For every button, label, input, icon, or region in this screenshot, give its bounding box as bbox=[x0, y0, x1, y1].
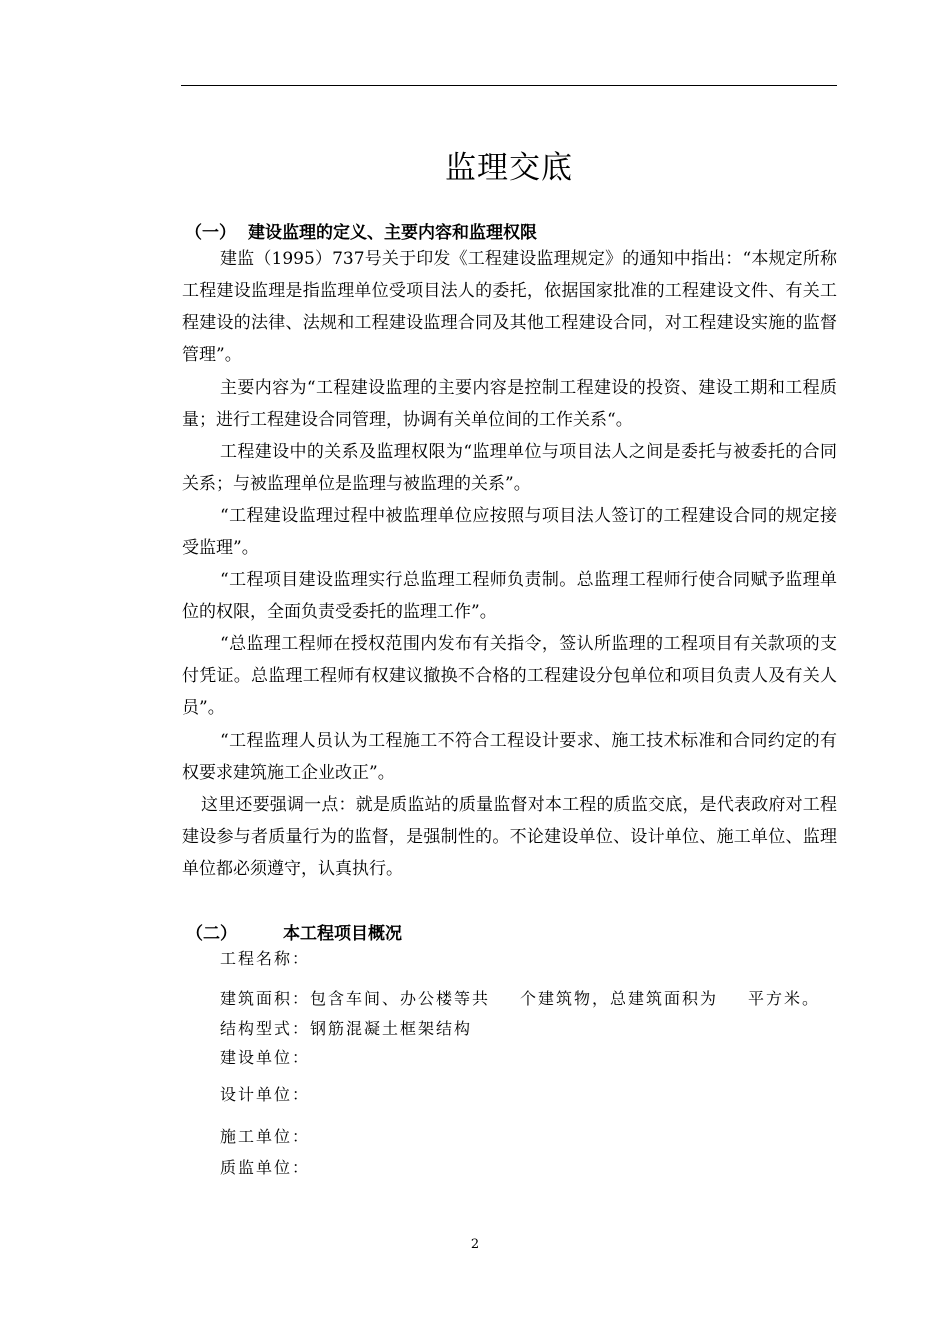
paragraph-5: “工程项目建设监理实行总监理工程师负责制。总监理工程师行使合同赋予监理单位的权限，全面负责受委托的监理工作”。 bbox=[182, 570, 837, 622]
building-area-part-3: 平方米。 bbox=[748, 989, 821, 1008]
document-title: 监理交底 bbox=[445, 150, 573, 186]
section-1-title: 建设监理的定义、主要内容和监理权限 bbox=[248, 223, 537, 243]
page-number: 2 bbox=[470, 1237, 480, 1252]
quality-supervision-unit-field: 质监单位： bbox=[220, 1158, 311, 1177]
paragraph-1: 建监（1995）737号关于印发《工程建设监理规定》的通知中指出：“本规定所称工程建设监理是指监理单位受项目法人的委托，依据国家批准的工程建设文件、有关工程建设的法律、法规和工程建设监理合同及其他工程建设合同，对工程建设实施的监督管理”。 bbox=[182, 249, 837, 365]
owner-unit-field: 建设单位： bbox=[220, 1048, 311, 1067]
section-2-title: 本工程项目概况 bbox=[283, 924, 402, 944]
header-rule bbox=[181, 85, 837, 86]
structure-type-field: 结构型式：钢筋混凝土框架结构 bbox=[220, 1019, 473, 1038]
building-area-part-2: 个建筑物，总建筑面积为 bbox=[520, 989, 719, 1008]
section-1-number: （一） bbox=[185, 223, 236, 243]
section-2-number: （二） bbox=[186, 924, 237, 944]
section-2-heading bbox=[186, 919, 402, 944]
paragraph-3: 工程建设中的关系及监理权限为“监理单位与项目法人之间是委托与被委托的合同关系；与被监理单位是监理与被监理的关系”。 bbox=[182, 442, 837, 494]
building-area-field bbox=[220, 986, 820, 1009]
paragraph-8: 这里还要强调一点：就是质监站的质量监督对本工程的质监交底，是代表政府对工程建设参与者质量行为的监督，是强制性的。不论建设单位、设计单位、施工单位、监理单位都必须遵守，认真执行。 bbox=[182, 795, 837, 879]
paragraph-7: “工程监理人员认为工程施工不符合工程设计要求、施工技术标准和合同约定的有权要求建筑施工企业改正”。 bbox=[182, 731, 837, 783]
paragraph-2: 主要内容为“工程建设监理的主要内容是控制工程建设的投资、建设工期和工程质量；进行工程建设合同管理，协调有关单位间的工作关系“。 bbox=[182, 378, 837, 430]
section-1-heading bbox=[185, 218, 537, 243]
building-area-part-1: 建筑面积：包含车间、办公楼等共 bbox=[220, 989, 491, 1008]
paragraph-6: “总监理工程师在授权范围内发布有关指令，签认所监理的工程项目有关款项的支付凭证。总监理工程师有权建议撤换不合格的工程建设分包单位和项目负责人及有关人员”。 bbox=[182, 634, 837, 718]
design-unit-field: 设计单位： bbox=[220, 1085, 311, 1104]
construction-unit-field: 施工单位： bbox=[220, 1127, 311, 1146]
paragraph-4: “工程建设监理过程中被监理单位应按照与项目法人签订的工程建设合同的规定接受监理”。 bbox=[182, 506, 837, 558]
project-name-field: 工程名称： bbox=[220, 949, 311, 968]
